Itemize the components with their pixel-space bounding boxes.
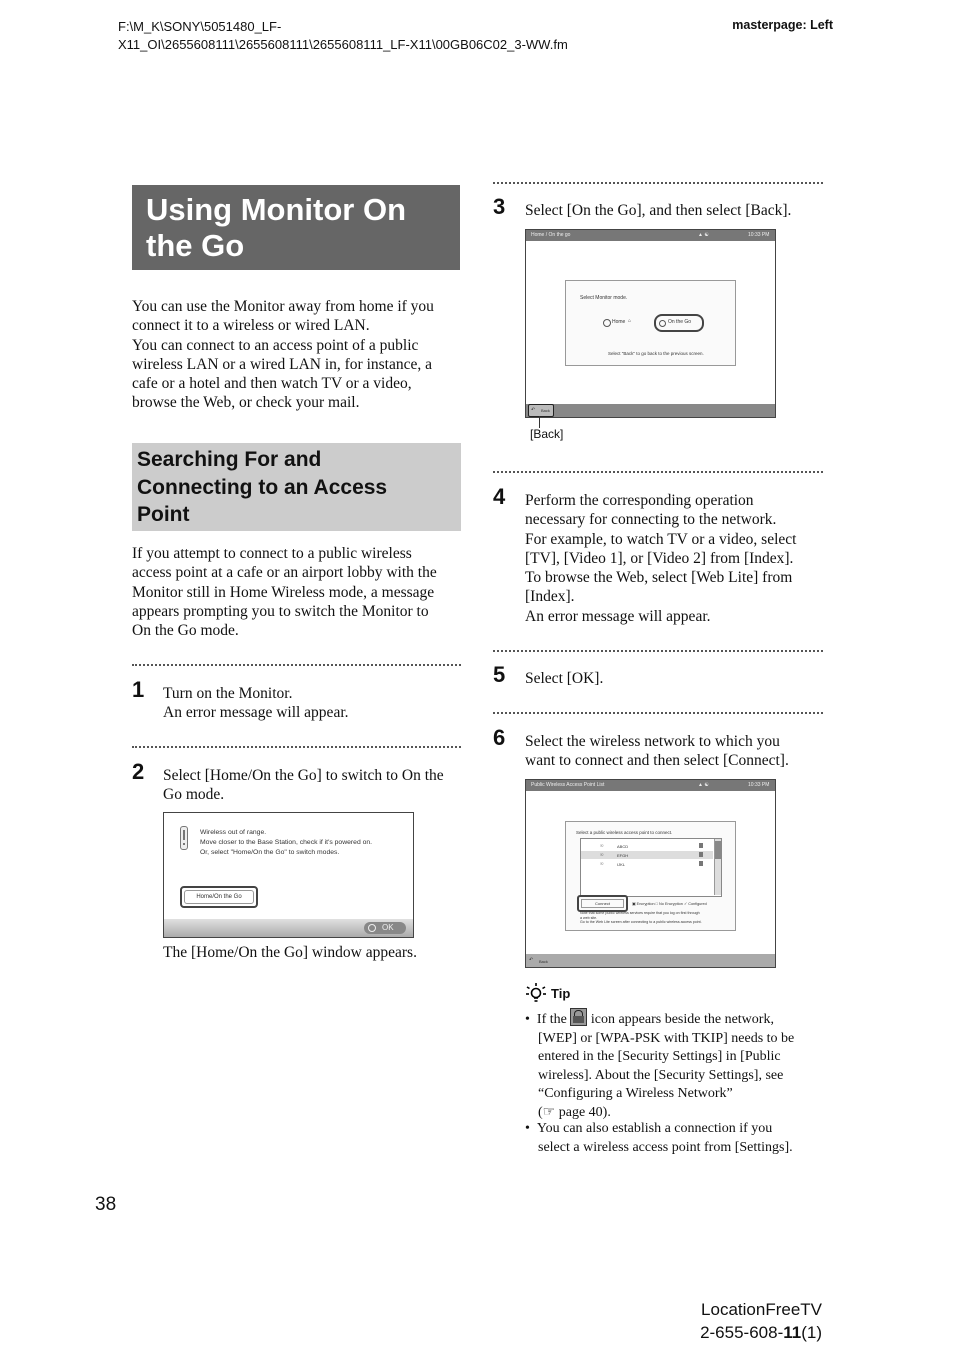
tip-line: “Configuring a Wireless Network” [538, 1086, 733, 1101]
step-2-text [163, 766, 444, 805]
tip-line: You can also establish a connection if you [536, 1121, 773, 1136]
legend-configured: Configured [688, 902, 707, 906]
screen-clock: 10:33 PM [748, 232, 770, 238]
step-number-6: 6 [493, 725, 506, 750]
step-4-line: Perform the corresponding operation [525, 492, 754, 509]
step-4-text [525, 491, 796, 626]
step-divider [493, 712, 823, 714]
chapter-title-line1: Using Monitor On [146, 192, 407, 227]
step-number-1: 1 [132, 677, 145, 702]
section-body-line: On the Go mode. [132, 622, 239, 640]
back-label: Back [541, 408, 550, 413]
tip-text: page 40). [555, 1104, 611, 1120]
chapter-title [146, 192, 406, 264]
product-footer [700, 1298, 822, 1344]
connect-button[interactable]: Connect [581, 899, 624, 908]
tip-text: If the [536, 1012, 567, 1027]
page-number: 38 [95, 1194, 117, 1215]
network-name: EFGH [617, 853, 629, 858]
screen-footer-bar [526, 404, 775, 417]
file-path-line1: F:\M_K\SONY\5051480_LF- [118, 19, 282, 34]
intro-line: wireless LAN or a wired LAN in, for instance, a [132, 355, 433, 373]
step-number-5: 5 [493, 662, 506, 687]
option-on-the-go-label: On the Go [668, 319, 692, 325]
screen-footer-bar [526, 954, 775, 967]
back-button[interactable] [528, 404, 554, 417]
legend [632, 901, 707, 908]
file-path-line2: X11_OI\2655608111\2655608111\2655608111_LF-X11\00GB06C02_3-WW.fm [118, 37, 568, 52]
step-divider [132, 746, 461, 748]
mode-dialog-hint: Select "Back" to go back to the previous screen. [608, 351, 704, 356]
mode-dialog [565, 280, 736, 366]
back-label: Back [539, 959, 548, 964]
section-body-line: access point at a cafe or an airport lobby with the [132, 564, 437, 582]
list-scrollbar[interactable] [714, 839, 721, 895]
step-6-line: want to connect and then select [Connect]. [525, 752, 789, 770]
error-message [200, 828, 372, 858]
tip-line: entered in the [Security Settings] in [Public [538, 1049, 781, 1064]
error-message-line: Move closer to the Base Station, check if it's powered on. [200, 839, 373, 846]
lock-icon [699, 843, 703, 848]
step-1-line: Turn on the Monitor. [163, 685, 293, 702]
access-point-dialog-title: Select a public wireless access point to connect. [576, 830, 673, 835]
screenshot-out-of-range [163, 812, 414, 938]
home-on-the-go-button[interactable]: Home/On the Go [184, 890, 254, 904]
code-part: (1) [801, 1323, 822, 1342]
step-1-text [163, 684, 349, 723]
connect-highlight [577, 895, 628, 912]
tip-line: wireless]. About the [Security Settings], see [538, 1067, 784, 1083]
error-message-line: Or, select "Home/On the Go" to switch modes. [200, 849, 340, 856]
intro-line: cafe or a hotel and then watch TV or a video, [132, 375, 412, 393]
network-name: IJKL [617, 862, 626, 867]
step-divider [493, 471, 823, 473]
screen-clock: 10:33 PM [748, 782, 770, 788]
step-divider [493, 650, 823, 652]
step-4-line: [TV], [Video 1], or [Video 2] from [Index]. [525, 549, 794, 567]
scrollbar-thumb[interactable] [715, 841, 721, 859]
screen-titlebar [526, 230, 775, 241]
lock-icon [699, 852, 703, 857]
access-point-dialog [565, 821, 736, 931]
tip-text: ( [538, 1104, 543, 1120]
section-heading-line2: Connecting to an Access [137, 475, 388, 499]
network-row[interactable] [581, 851, 713, 859]
step-5-text: Select [OK]. [525, 670, 604, 687]
tip-line: [WEP] or [WPA-PSK with TKIP] needs to be [538, 1030, 795, 1046]
step-3-text: Select [On the Go], and then select [Back]. [525, 202, 792, 219]
tip-bullet-1: • If the icon appears beside the network, [WEP] or [WPA-PSK with TKIP] needs to be entered in the [Security Settings] in [Public wireless]. About the [Security Settings], see “Configuring a Wireless Network” (☞ page 40). [525, 1008, 794, 1122]
radio-home[interactable] [603, 319, 611, 327]
lock-icon [699, 861, 703, 866]
section-heading [137, 446, 387, 529]
product-code [700, 1321, 822, 1344]
step-4-line: For example, to watch TV or a video, select [525, 530, 797, 548]
note-line: a web site. [580, 915, 598, 920]
tip-bulb-icon [525, 982, 547, 1004]
screenshot-monitor-mode [525, 229, 776, 418]
check-legend-icon: ✓ [683, 902, 688, 906]
intro-paragraph [132, 297, 434, 413]
lock-legend-icon: ▣ [632, 902, 636, 906]
option-home-label: Home [612, 319, 626, 325]
step-4-line: An error message will appear. [525, 607, 711, 625]
step-2-line: Go mode. [163, 786, 225, 804]
on-the-go-option[interactable] [654, 314, 704, 332]
step-number-4: 4 [493, 484, 506, 509]
house-icon: ⌂ [628, 318, 632, 324]
step-2-result: The [Home/On the Go] window appears. [163, 944, 417, 961]
back-arrow-icon: ↶ [529, 957, 534, 963]
section-heading-line1: Searching For and [137, 448, 322, 471]
intro-line: browse the Web, or check your mail. [132, 394, 360, 412]
step-4-line: necessary for connecting to the network. [525, 511, 777, 529]
product-name: LocationFreeTV [701, 1300, 822, 1319]
wifi-icon: ☉ [600, 852, 604, 857]
step-number-3: 3 [493, 194, 506, 219]
pointing-hand-icon: ☞ [542, 1104, 556, 1120]
warning-icon [180, 826, 188, 850]
section-body-line: Monitor still in Home Wireless mode, a message [132, 583, 435, 601]
back-arrow-icon: ↶ [531, 407, 536, 413]
step-6-line: Select the wireless network to which you [525, 733, 780, 750]
error-message-line: Wireless out of range. [200, 829, 267, 836]
legend-no-encryption: No Encryption [659, 902, 683, 906]
tip-text: icon appears beside the network, [590, 1012, 774, 1027]
network-row[interactable] [581, 842, 713, 850]
intro-line: You can use the Monitor away from home if you [132, 298, 434, 315]
step-6-text [525, 732, 789, 771]
masterpage-label: masterpage: Left [732, 18, 833, 32]
legend-encryption: Encryption [636, 902, 655, 906]
screen-title: Public Wireless Access Point List [531, 782, 605, 788]
chapter-title-line2: the Go [146, 228, 245, 263]
access-point-note [580, 911, 702, 925]
section-body-line: If you attempt to connect to a public wireless [132, 545, 412, 562]
ok-button[interactable] [364, 922, 406, 934]
lock-icon [570, 1008, 587, 1026]
section-body [132, 544, 437, 640]
step-2-line: Select [Home/On the Go] to switch to On the [163, 767, 444, 784]
open-legend-icon: □ [655, 902, 658, 906]
code-part: 2-655-608- [700, 1323, 784, 1342]
intro-line: connect it to a wireless or wired LAN. [132, 317, 370, 335]
network-list[interactable] [580, 838, 722, 897]
network-name: ABCD [617, 844, 629, 849]
tip-bullet-2: • You can also establish a connection if you select a wireless access point from [Settings]. [525, 1120, 793, 1157]
screenshot-access-point-list [525, 779, 776, 968]
radio-on-the-go [659, 320, 666, 327]
note-line: Note that some public wireless services require that you log on first through [580, 911, 700, 915]
intro-line: You can connect to an access point of a public [132, 336, 419, 354]
circle-icon [368, 924, 376, 932]
step-1-line: An error message will appear. [163, 704, 349, 722]
screen-footer-bar [164, 919, 413, 937]
screen-title: Home / On the go [531, 232, 571, 238]
chapter-title-box [132, 185, 460, 270]
screen-titlebar [526, 780, 775, 791]
tip-label: Tip [551, 986, 571, 1001]
back-callout: [Back] [530, 427, 564, 441]
step-number-2: 2 [132, 759, 145, 784]
ok-label: OK [382, 923, 394, 932]
wifi-icon: ☉ [600, 843, 604, 848]
status-icons: ▲ ☯ [698, 232, 709, 238]
mode-dialog-title: Select Monitor mode. [580, 295, 628, 301]
section-body-line: appears prompting you to switch the Monitor to [132, 602, 429, 620]
step-4-line: [Index]. [525, 588, 575, 606]
status-icons: ▲ ☯ [698, 782, 709, 788]
step-divider [493, 182, 823, 184]
section-heading-line3: Point [137, 503, 190, 526]
back-button[interactable] [529, 956, 551, 965]
home-on-the-go-highlight [180, 886, 258, 908]
note-line: Go to the Web Lite screen after connecting to a public wireless access point. [580, 920, 702, 925]
wifi-icon: ☉ [600, 861, 604, 866]
network-row[interactable] [581, 860, 713, 868]
tip-line: select a wireless access point from [Settings]. [538, 1139, 793, 1155]
step-4-line: To browse the Web, select [Web Lite] from [525, 569, 793, 587]
file-path [118, 18, 568, 54]
code-bold: 11 [783, 1323, 802, 1342]
section-heading-box [132, 443, 461, 531]
step-divider [132, 664, 461, 666]
